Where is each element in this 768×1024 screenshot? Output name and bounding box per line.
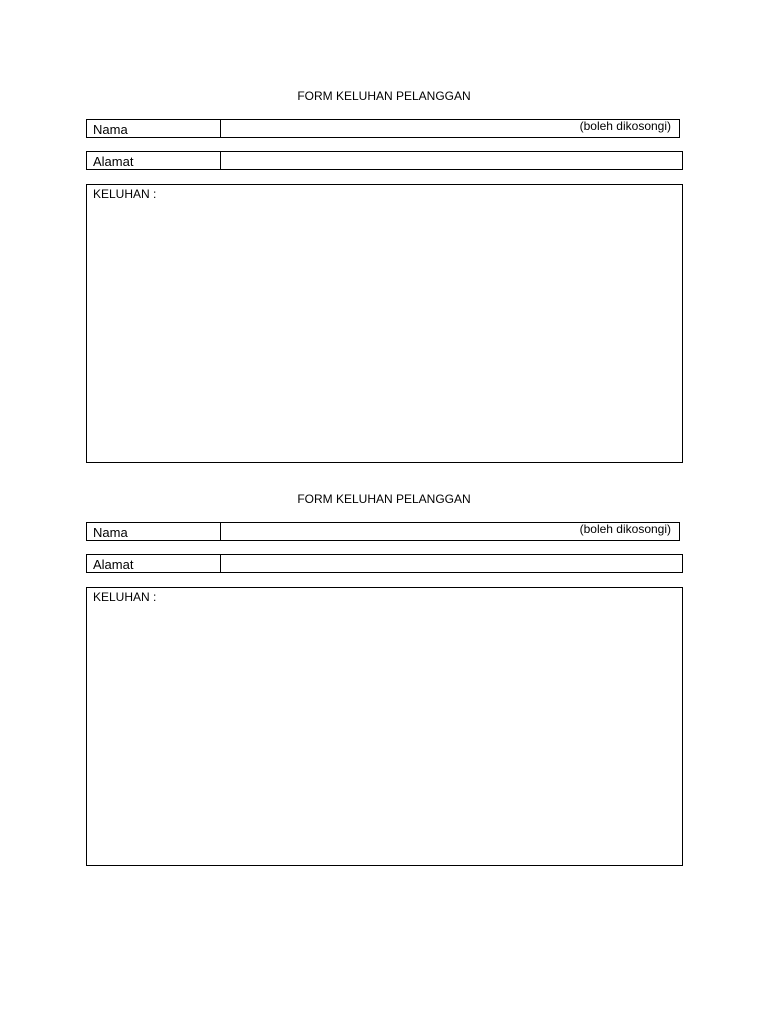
name-field[interactable] [221, 523, 679, 540]
address-field[interactable] [221, 555, 682, 572]
complaint-field[interactable] [86, 587, 683, 866]
address-label: Alamat [87, 555, 221, 572]
name-label: Nama [87, 523, 221, 540]
name-row [86, 119, 680, 138]
address-row [86, 151, 683, 170]
complaint-form-1 [0, 0, 768, 400]
form-title: FORM KELUHAN PELANGGAN [297, 492, 471, 506]
complaint-form-2 [0, 403, 768, 803]
address-field[interactable] [221, 152, 682, 169]
form-title: FORM KELUHAN PELANGGAN [297, 89, 471, 103]
name-row [86, 522, 680, 541]
complaint-label: KELUHAN : [93, 590, 157, 604]
name-hint: (boleh dikosongi) [579, 119, 671, 133]
name-label: Nama [87, 120, 221, 137]
name-hint: (boleh dikosongi) [579, 522, 671, 536]
name-field[interactable] [221, 120, 679, 137]
address-label: Alamat [87, 152, 221, 169]
address-row [86, 554, 683, 573]
complaint-label: KELUHAN : [93, 187, 157, 201]
